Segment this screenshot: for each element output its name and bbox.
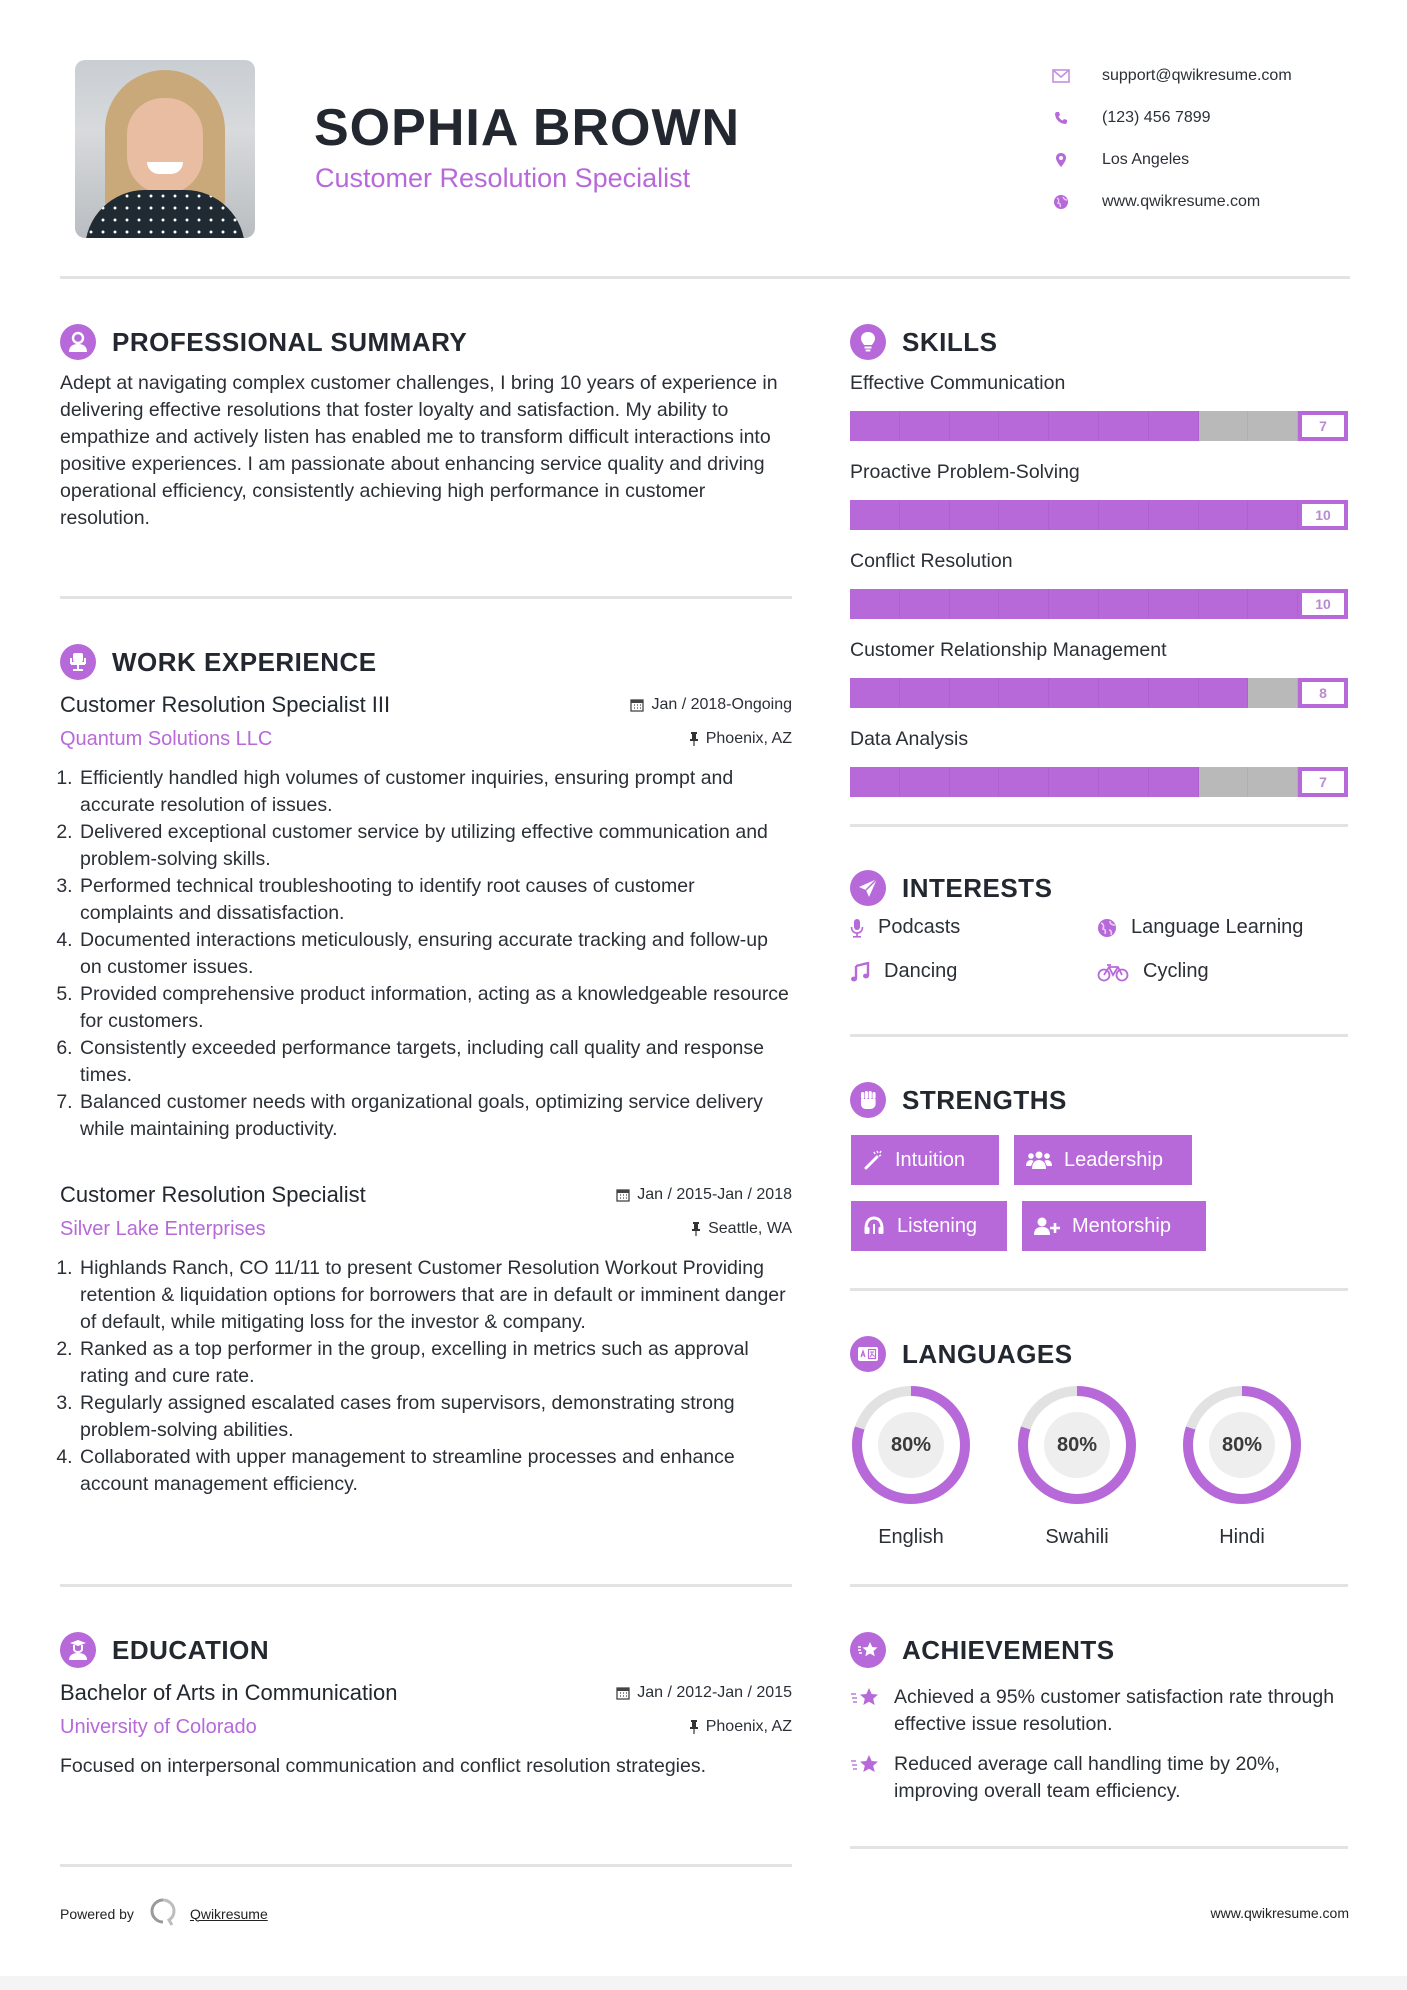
contact-phone[interactable] [1050, 97, 1292, 139]
job-bullet: 1. Highlands Ranch, CO 11/11 to present Customer Resolution Workout Providing retention & liquidation options for borrowers that are in default or imminent danger of default, while mitigating loss for the investor & company. [78, 1255, 792, 1336]
skill-item [850, 370, 1348, 441]
graduate-icon [60, 1632, 96, 1668]
skill-score: 7 [1298, 411, 1348, 441]
user-icon [60, 324, 96, 360]
interest-podcasts: Podcasts [850, 916, 960, 939]
skill-score: 7 [1298, 767, 1348, 797]
job-company: Silver Lake Enterprises [60, 1218, 266, 1240]
star-badge-icon [850, 1632, 886, 1668]
job-bullet: 4. Documented interactions meticulously, ensuring accurate tracking and follow-up on customer issues. [78, 927, 792, 981]
skill-bar [850, 767, 1348, 797]
education-divider [60, 1864, 792, 1867]
skill-label: Proactive Problem-Solving [850, 461, 1080, 483]
job-bullet: 5. Provided comprehensive product information, acting as a knowledgeable resource for customers. [78, 981, 792, 1035]
language-percent: 80% [878, 1412, 944, 1478]
job-title: Customer Resolution Specialist III [60, 692, 391, 717]
strength-leadership: Leadership [1014, 1135, 1192, 1185]
strengths-divider [850, 1288, 1348, 1291]
skills-divider [850, 824, 1348, 827]
skill-bar [850, 500, 1348, 530]
interest-dancing: Dancing [850, 960, 957, 983]
language-hindi [1181, 1384, 1303, 1549]
job-location: Seattle, WA [691, 1220, 792, 1238]
contact-phone-text: (123) 456 7899 [1102, 109, 1211, 126]
globe-icon [1050, 192, 1072, 212]
header-divider [60, 276, 1350, 279]
language-name: Swahili [1045, 1526, 1109, 1548]
profile-photo [75, 60, 255, 238]
language-swahili [1016, 1384, 1138, 1549]
language-name: Hindi [1219, 1526, 1265, 1548]
job-bullet: 2. Ranked as a top performer in the group, excelling in metrics such as approval rating and cure rate. [78, 1336, 792, 1390]
lightbulb-icon [850, 324, 886, 360]
page-bottom-band [0, 1976, 1407, 1990]
skill-label: Conflict Resolution [850, 550, 1013, 572]
job-bullet: 6. Consistently exceeded performance targets, including call quality and response times. [78, 1035, 792, 1089]
summary-heading: PROFESSIONAL SUMMARY [60, 324, 467, 360]
language-english [850, 1384, 972, 1549]
job-bullet: 1. Efficiently handled high volumes of customer inquiries, ensuring prompt and accurate resolution of issues. [78, 765, 792, 819]
skill-label: Customer Relationship Management [850, 639, 1167, 661]
skill-item [850, 548, 1348, 619]
globe-icon [1097, 918, 1117, 938]
group-icon [1026, 1150, 1052, 1170]
skill-label: Data Analysis [850, 728, 969, 750]
job-location: Phoenix, AZ [689, 730, 792, 748]
skills-heading: SKILLS [850, 324, 997, 360]
chair-icon [60, 644, 96, 680]
strengths-heading: STRENGTHS [850, 1082, 1067, 1118]
skill-bar [850, 678, 1348, 708]
contact-website[interactable] [1050, 181, 1292, 223]
mail-icon [1050, 66, 1072, 86]
footer-powered-by: Powered by Qwikresume [60, 1898, 268, 1929]
fist-icon [850, 1082, 886, 1118]
achievement-item: Reduced average call handling time by 20%, improving overall team efficiency. [850, 1751, 1350, 1805]
contact-list [1050, 55, 1292, 223]
skill-score: 10 [1298, 589, 1348, 619]
contact-website-text: www.qwikresume.com [1102, 193, 1261, 210]
education-heading: EDUCATION [60, 1632, 269, 1668]
education-entry [60, 1680, 792, 1780]
job-bullets [60, 1255, 792, 1498]
language-progress-ring [850, 1384, 972, 1506]
education-description: Focused on interpersonal communication and conflict resolution strategies. [60, 1755, 707, 1777]
job-bullet: 7. Balanced customer needs with organizational goals, optimizing service delivery while maintaining productivity. [78, 1089, 792, 1143]
music-icon [850, 962, 870, 982]
job-bullet: 3. Regularly assigned escalated cases from supervisors, demonstrating strong problem-solving abilities. [78, 1390, 792, 1444]
skill-score: 8 [1298, 678, 1348, 708]
languages-heading: LANGUAGES [850, 1336, 1073, 1372]
achievements-heading: ACHIEVEMENTS [850, 1632, 1115, 1668]
skill-label: Effective Communication [850, 372, 1066, 394]
strength-listening: Listening [851, 1201, 1007, 1251]
summary-divider [60, 596, 792, 599]
bicycle-icon [1097, 962, 1129, 982]
job-date: Jan / 2015-Jan / 2018 [616, 1186, 792, 1204]
calendar-icon [616, 1686, 630, 1700]
skill-bar [850, 411, 1348, 441]
contact-location-text: Los Angeles [1102, 151, 1190, 168]
pin-icon [689, 1720, 699, 1734]
strength-mentorship: Mentorship [1022, 1201, 1206, 1251]
skill-score: 10 [1298, 500, 1348, 530]
job-bullet: 3. Performed technical troubleshooting to identify root causes of customer complaints and dissatisfaction. [78, 873, 792, 927]
language-progress-ring [1016, 1384, 1138, 1506]
achievements-divider [850, 1846, 1348, 1849]
skills-list [850, 370, 1348, 815]
job-bullet: 4. Collaborated with upper management to streamline processes and enhance account management efficiency. [78, 1444, 792, 1498]
paper-plane-icon [850, 870, 886, 906]
job-bullets [60, 765, 792, 1143]
degree: Bachelor of Arts in Communication [60, 1680, 398, 1705]
translate-icon [850, 1336, 886, 1372]
interest-cycling: Cycling [1097, 960, 1209, 983]
candidate-name: SOPHIA BROWN [314, 99, 741, 157]
skill-item [850, 637, 1348, 708]
phone-icon [1050, 108, 1072, 128]
contact-email[interactable] [1050, 55, 1292, 97]
language-percent: 80% [1044, 1412, 1110, 1478]
pin-icon [689, 732, 699, 746]
job-title: Customer Resolution Specialist [60, 1182, 366, 1207]
job-bullet: 2. Delivered exceptional customer service by utilizing effective communication and problem-solving skills. [78, 819, 792, 873]
contact-email-text: support@qwikresume.com [1102, 67, 1292, 84]
language-name: English [878, 1526, 944, 1548]
job-date: Jan / 2018-Ongoing [630, 696, 792, 714]
star-icon [850, 1686, 882, 1710]
user-plus-icon [1034, 1216, 1060, 1236]
qwikresume-logo-icon [150, 1898, 176, 1929]
job-entry [60, 692, 792, 1143]
experience-heading: WORK EXPERIENCE [60, 644, 377, 680]
language-percent: 80% [1209, 1412, 1275, 1478]
job-entry [60, 1182, 792, 1498]
strength-intuition: Intuition [851, 1135, 999, 1185]
star-icon [850, 1753, 882, 1777]
pin-icon [691, 1222, 701, 1236]
interest-language-learning: Language Learning [1097, 916, 1303, 939]
summary-text: Adept at navigating complex customer challenges, I bring 10 years of experience in delivering effective resolutions that foster loyalty and satisfaction. My ability to empathize and actively listen has enabled me to transform difficult interactions into positive experiences. I am passionate about enhancing service quality and driving operational efficiency, consistently achieving high performance in customer resolution. [60, 372, 778, 529]
calendar-icon [630, 698, 644, 712]
contact-location [1050, 139, 1292, 181]
achievement-item: Achieved a 95% customer satisfaction rate through effective issue resolution. [850, 1684, 1350, 1738]
headphones-icon [863, 1216, 885, 1236]
language-progress-ring [1181, 1384, 1303, 1506]
calendar-icon [616, 1188, 630, 1202]
languages-divider [850, 1584, 1348, 1587]
location-icon [1050, 150, 1072, 170]
footer-website[interactable]: www.qwikresume.com [1210, 1905, 1349, 1921]
job-company: Quantum Solutions LLC [60, 728, 273, 750]
skill-bar [850, 589, 1348, 619]
school: University of Colorado [60, 1716, 257, 1738]
education-date: Jan / 2012-Jan / 2015 [616, 1684, 792, 1702]
magic-wand-icon [863, 1150, 883, 1170]
interests-divider [850, 1034, 1348, 1037]
candidate-title: Customer Resolution Specialist [315, 163, 691, 193]
education-location: Phoenix, AZ [689, 1718, 792, 1736]
qwikresume-link[interactable]: Qwikresume [189, 1905, 268, 1922]
interests-heading: INTERESTS [850, 870, 1052, 906]
microphone-icon [850, 918, 864, 938]
experience-divider [60, 1584, 792, 1587]
skill-item [850, 726, 1348, 797]
skill-item [850, 459, 1348, 530]
